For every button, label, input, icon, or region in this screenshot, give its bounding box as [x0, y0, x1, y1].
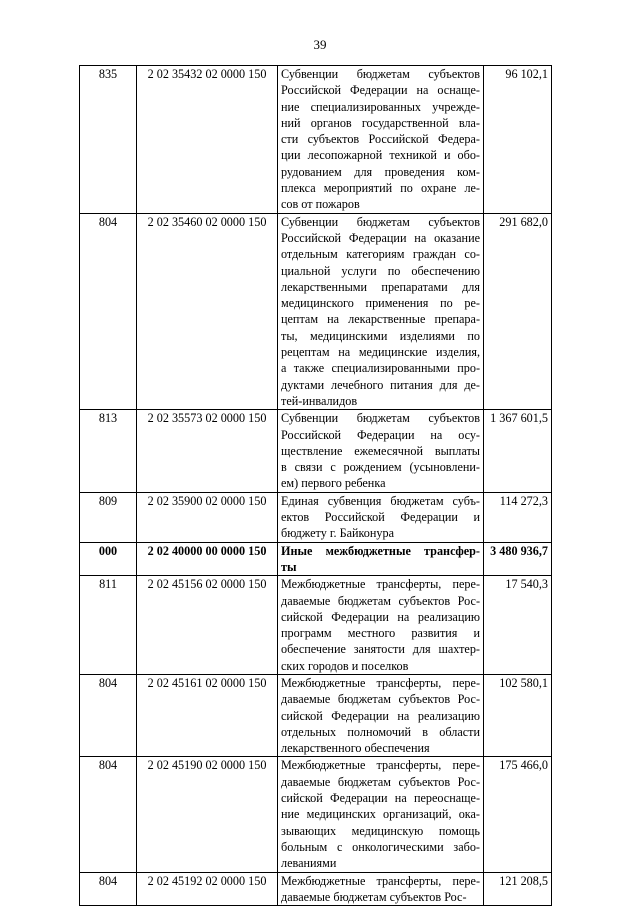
description-line: сийской Федерации на переоснаще- — [281, 791, 480, 806]
description-line: цептам на лекарственные препара- — [281, 312, 480, 327]
amount-cell: 291 682,0 — [484, 213, 552, 410]
table-row — [80, 674, 552, 756]
budget-code-cell: 2 02 45192 02 0000 150 — [137, 872, 278, 906]
description-line: отдельных полномочий в области — [281, 724, 480, 739]
table-row — [80, 576, 552, 675]
description-line: ектов Российской Федерации и — [281, 510, 480, 525]
description-line: больным с онкологическими забо- — [281, 839, 480, 854]
table-row — [80, 492, 552, 542]
admin-code-cell: 804 — [80, 213, 137, 410]
description-cell — [278, 213, 484, 410]
description-cell — [278, 66, 484, 214]
description-line: плекса мероприятий по охране ле- — [281, 181, 480, 196]
table-row — [80, 542, 552, 576]
description-cell — [278, 674, 484, 756]
description-line: Иные межбюджетные трансфер- — [281, 543, 480, 558]
description-line: даваемые бюджетам субъектов Рос- — [281, 593, 480, 608]
description-line: даваемые бюджетам субъектов Рос- — [281, 692, 480, 707]
amount-cell: 3 480 936,7 — [484, 542, 552, 576]
description-line: медицинского применения по ре- — [281, 296, 480, 311]
budget-code-cell: 2 02 35573 02 0000 150 — [137, 410, 278, 492]
table-row — [80, 757, 552, 872]
admin-code-cell: 804 — [80, 757, 137, 872]
description-line: циальной услуги по обеспечению — [281, 263, 480, 278]
description-line: ты — [281, 559, 297, 574]
amount-cell: 1 367 601,5 — [484, 410, 552, 492]
amount-cell: 114 272,3 — [484, 492, 552, 542]
description-line: отдельным категориям граждан со- — [281, 247, 480, 262]
admin-code-cell: 804 — [80, 872, 137, 906]
description-cell — [278, 576, 484, 675]
page-number: 39 — [313, 37, 327, 52]
table-row — [80, 213, 552, 410]
description-line: леваниями — [281, 856, 337, 871]
budget-code-cell: 2 02 45156 02 0000 150 — [137, 576, 278, 675]
description-cell — [278, 542, 484, 576]
description-line: лекарственного обеспечения — [281, 741, 430, 756]
table-row — [80, 66, 552, 214]
description-line: сийской Федерации на реализацию — [281, 609, 480, 624]
description-line: обеспечение занятости для шахтер- — [281, 642, 480, 657]
admin-code-cell: 809 — [80, 492, 137, 542]
description-line: Субвенции бюджетам субъектов — [281, 214, 480, 229]
description-line: дуктами лечебного питания для де- — [281, 377, 480, 392]
description-line: лекарственными препаратами для — [281, 279, 480, 294]
description-line: Российской Федерации на осу- — [281, 427, 480, 442]
description-line: ем) первого ребенка — [281, 476, 386, 491]
description-line: ние медицинских организаций, ока- — [281, 807, 480, 822]
budget-table — [79, 65, 552, 906]
description-line: сти субъектов Российской Федера- — [281, 132, 480, 147]
description-line: даваемые бюджетам субъектов Рос- — [281, 889, 467, 904]
amount-cell: 17 540,3 — [484, 576, 552, 675]
description-line: ты, медицинскими изделиями по — [281, 328, 480, 343]
description-line: Российской Федерации на оснаще- — [281, 83, 480, 98]
description-line: Российской Федерации на оказание — [281, 230, 480, 245]
description-line: тей-инвалидов — [281, 393, 358, 408]
description-cell — [278, 410, 484, 492]
description-line: сийской Федерации на реализацию — [281, 708, 480, 723]
description-line: бюджету г. Байконура — [281, 526, 395, 541]
description-line: Межбюджетные трансферты, пере- — [281, 758, 480, 773]
description-line: в связи с рождением (усыновлени- — [281, 460, 480, 475]
description-line: ществление ежемесячной выплаты — [281, 443, 480, 458]
table-row — [80, 872, 552, 906]
description-line: Субвенции бюджетам субъектов — [281, 67, 480, 81]
table-body — [80, 66, 552, 906]
budget-code-cell: 2 02 45161 02 0000 150 — [137, 674, 278, 756]
description-cell — [278, 757, 484, 872]
description-line: ние специализированных учрежде- — [281, 99, 480, 114]
description-line: ний органов государственной вла- — [281, 115, 480, 130]
description-line: Субвенции бюджетам субъектов — [281, 411, 480, 426]
amount-cell: 121 208,5 — [484, 872, 552, 906]
description-line: зывающих медицинскую помощь — [281, 823, 480, 838]
budget-code-cell: 2 02 45190 02 0000 150 — [137, 757, 278, 872]
amount-cell: 102 580,1 — [484, 674, 552, 756]
description-line: Межбюджетные трансферты, пере- — [281, 675, 480, 690]
admin-code-cell: 835 — [80, 66, 137, 214]
description-line: Межбюджетные трансферты, пере- — [281, 873, 480, 888]
description-line: ских городов и поселков — [281, 658, 409, 673]
description-cell — [278, 492, 484, 542]
table-row — [80, 410, 552, 492]
budget-code-cell: 2 02 40000 00 0000 150 — [137, 542, 278, 576]
description-line: Межбюджетные трансферты, пере- — [281, 577, 480, 592]
description-line: а также специализированными про- — [281, 361, 480, 376]
admin-code-cell: 804 — [80, 674, 137, 756]
description-cell — [278, 872, 484, 906]
description-line: даваемые бюджетам субъектов Рос- — [281, 774, 480, 789]
description-line: сов от пожаров — [281, 197, 360, 212]
admin-code-cell: 000 — [80, 542, 137, 576]
budget-code-cell: 2 02 35460 02 0000 150 — [137, 213, 278, 410]
budget-code-cell: 2 02 35432 02 0000 150 — [137, 66, 278, 214]
description-line: Единая субвенция бюджетам субъ- — [281, 493, 480, 508]
amount-cell: 96 102,1 — [484, 66, 552, 214]
admin-code-cell: 811 — [80, 576, 137, 675]
description-line: ции лесопожарной техникой и обо- — [281, 148, 480, 163]
amount-cell: 175 466,0 — [484, 757, 552, 872]
description-line: рудованием для проведения ком- — [281, 164, 480, 179]
admin-code-cell: 813 — [80, 410, 137, 492]
description-line: рецептам на медицинские изделия, — [281, 345, 480, 360]
budget-code-cell: 2 02 35900 02 0000 150 — [137, 492, 278, 542]
description-line: программ местного развития и — [281, 626, 480, 641]
